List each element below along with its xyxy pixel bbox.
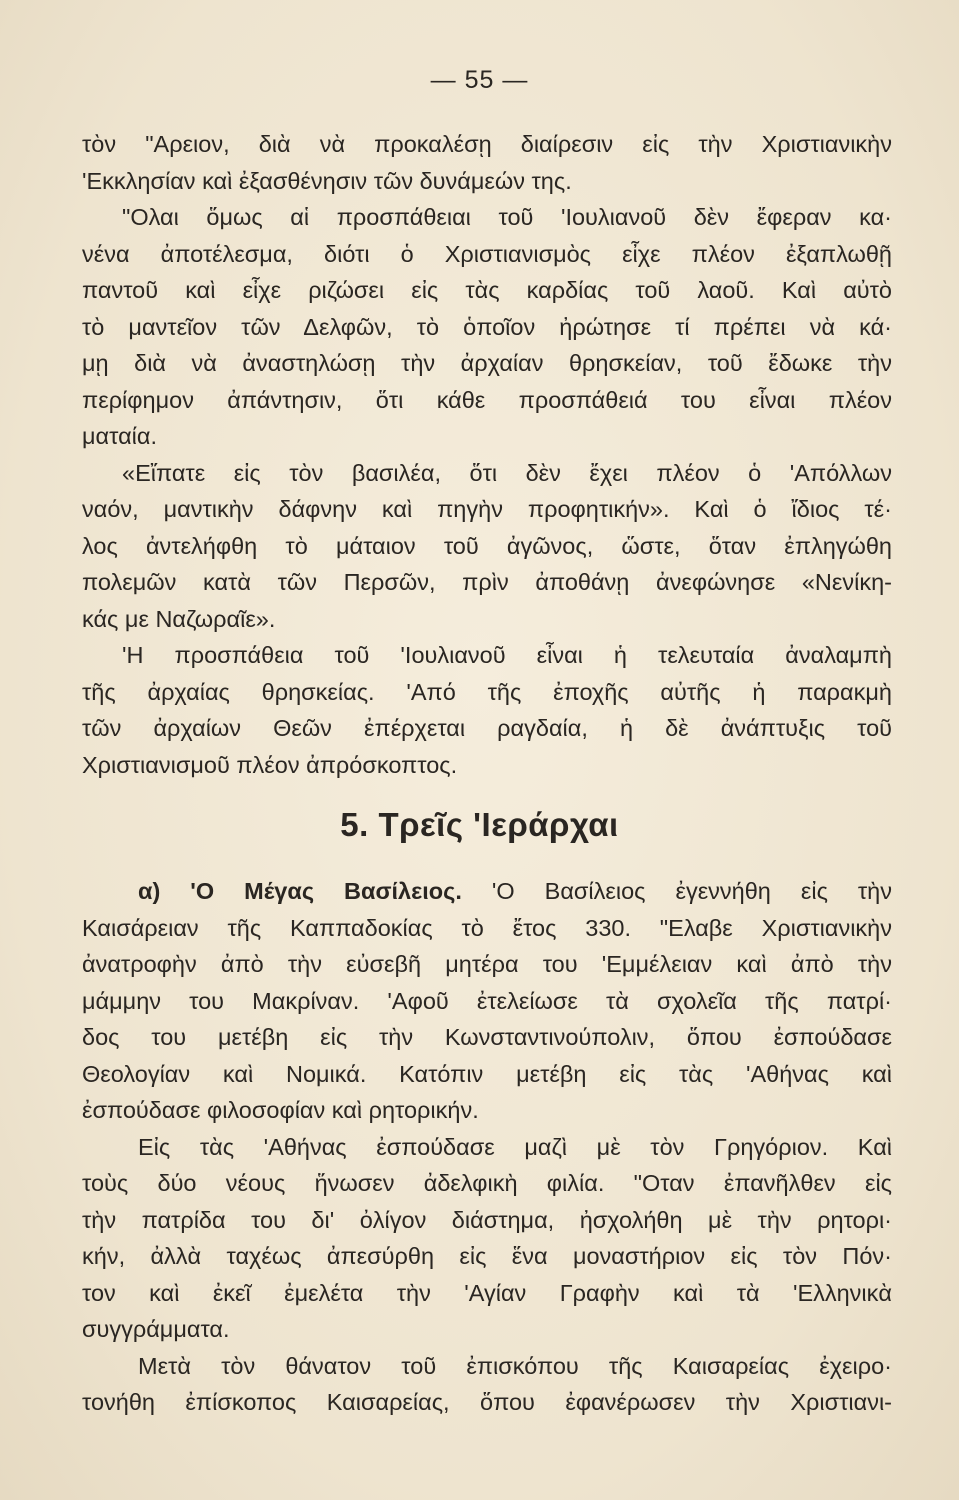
text-line: μῃ διὰ νὰ ἀναστηλώσῃ τὴν ἀρχαίαν θρησκείαν, τοῦ ἔδωκε τὴν [82, 350, 892, 376]
text-line: τῆς ἀρχαίας θρησκείας. 'Από τῆς ἐποχῆς αὐτῆς ἡ παρακμὴ [82, 678, 892, 705]
text-line: κάς με Ναζωραῖε». [82, 605, 276, 632]
text-line: ἐσπούδασε φιλοσοφίαν καὶ ρητορικήν. [82, 1097, 479, 1123]
text-line: ἀνατροφὴν ἀπὸ τὴν εὐσεβῆ μητέρα του 'Εμμέλειαν καὶ ἀπὸ τὴν [82, 951, 892, 977]
text-line-rest: 'Ο Βασίλειος ἐγεννήθη εἰς τὴν [461, 878, 892, 904]
text-line: δος του μετέβη εἰς τὴν Κωνσταντινούπολιν, ὅπου ἐσπούδασε [82, 1024, 892, 1050]
text-line: 'Εκκλησίαν καὶ ἐξασθένησιν τῶν δυνάμεών της. [82, 167, 572, 194]
text-line: «Εἴπατε εἰς τὸν βασιλέα, ὅτι δὲν ἔχει πλέον ὁ 'Απόλλων [122, 459, 892, 486]
text-line: πολεμῶν κατὰ τῶν Περσῶν, πρὶν ἀποθάνῃ ἀνεφώνησε «Νενίκη- [82, 569, 892, 595]
subsection-title: α) 'Ο Μέγας Βασίλειος. [138, 878, 462, 904]
text-block-iulianus [82, 126, 892, 783]
text-line: παντοῦ καὶ εἶχε ριζώσει εἰς τὰς καρδίας τοῦ λαοῦ. Καὶ αὐτὸ [82, 277, 892, 303]
text-block-basil [82, 873, 892, 1421]
text-line: τονήθη ἐπίσκοπος Καισαρείας, ὅπου ἐφανέρωσεν τὴν Χριστιανι- [82, 1389, 892, 1415]
text-line: 'Η προσπάθεια τοῦ 'Ιουλιανοῦ εἶναι ἡ τελευταία ἀναλαμπὴ [122, 642, 892, 668]
text-line: ναόν, μαντικὴν δάφνην καὶ πηγὴν προφητικήν». Καὶ ὁ ἴδιος τέ· [82, 496, 892, 522]
text-line: τοὺς δύο νέους ἥνωσεν ἀδελφικὴ φιλία. "Οταν ἐπανῆλθεν εἰς [82, 1170, 892, 1196]
text-line: Καισάρειαν τῆς Καππαδοκίας τὸ ἔτος 330. "Ελαβε Χριστιανικὴν [82, 914, 892, 941]
text-line: Μετὰ τὸν θάνατον τοῦ ἐπισκόπου τῆς Καισαρείας ἐχειρο· [138, 1352, 892, 1379]
text-line: "Ολαι ὅμως αἱ προσπάθειαι τοῦ 'Ιουλιανοῦ δὲν ἔφεραν κα· [122, 204, 892, 230]
text-line-first [82, 873, 892, 910]
text-line: τον καὶ ἐκεῖ ἐμελέτα τὴν 'Αγίαν Γραφὴν καὶ τὰ 'Ελληνικὰ [82, 1279, 892, 1306]
text-line: Εἰς τὰς 'Αθήνας ἐσπούδασε μαζὶ μὲ τὸν Γρηγόριον. Καὶ [138, 1133, 892, 1160]
text-line: λος ἀντελήφθη τὸ μάταιον τοῦ ἀγῶνος, ὥστε, ὅταν ἐπληγώθη [82, 532, 892, 559]
text-line: Χριστιανισμοῦ πλέον ἀπρόσκοπτος. [82, 751, 458, 778]
text-line: μάμμην του Μακρίναν. 'Αφοῦ ἐτελείωσε τὰ σχολεῖα τῆς πατρί· [82, 987, 892, 1014]
text-line: Θεολογίαν καὶ Νομικά. Κατόπιν μετέβη εἰς τὰς 'Αθήνας καὶ [82, 1060, 892, 1087]
text-line: τὴν πατρίδα του δι' ὀλίγον διάστημα, ἠσχολήθη μὲ τὴν ρητορι· [82, 1206, 892, 1233]
text-line: ματαία. [82, 423, 157, 449]
text-line: κήν, ἀλλὰ ταχέως ἀπεσύρθη εἰς ἕνα μοναστήριον εἰς τὸν Πόν· [82, 1243, 892, 1269]
page-number: — 55 — [430, 66, 529, 94]
text-line: τὸν "Αρειον, διὰ νὰ προκαλέσῃ διαίρεσιν εἰς τὴν Χριστιανικὴν [82, 131, 892, 157]
text-line: συγγράμματα. [82, 1316, 230, 1342]
text-line: περίφημον ἀπάντησιν, ὅτι κάθε προσπάθειά του εἶναι πλέον [82, 386, 892, 413]
section-heading: 5. Τρεῖς 'Ιεράρχαι [340, 806, 619, 843]
text-line: τῶν ἀρχαίων Θεῶν ἐπέρχεται ραγδαία, ἡ δὲ ἀνάπτυξις τοῦ [82, 715, 892, 741]
text-line: τὸ μαντεῖον τῶν Δελφῶν, τὸ ὁποῖον ἠρώτησε τί πρέπει νὰ κά· [82, 313, 892, 340]
text-line: νένα ἀποτέλεσμα, διότι ὁ Χριστιανισμὸς εἶχε πλέον ἐξαπλωθῇ [82, 240, 892, 267]
